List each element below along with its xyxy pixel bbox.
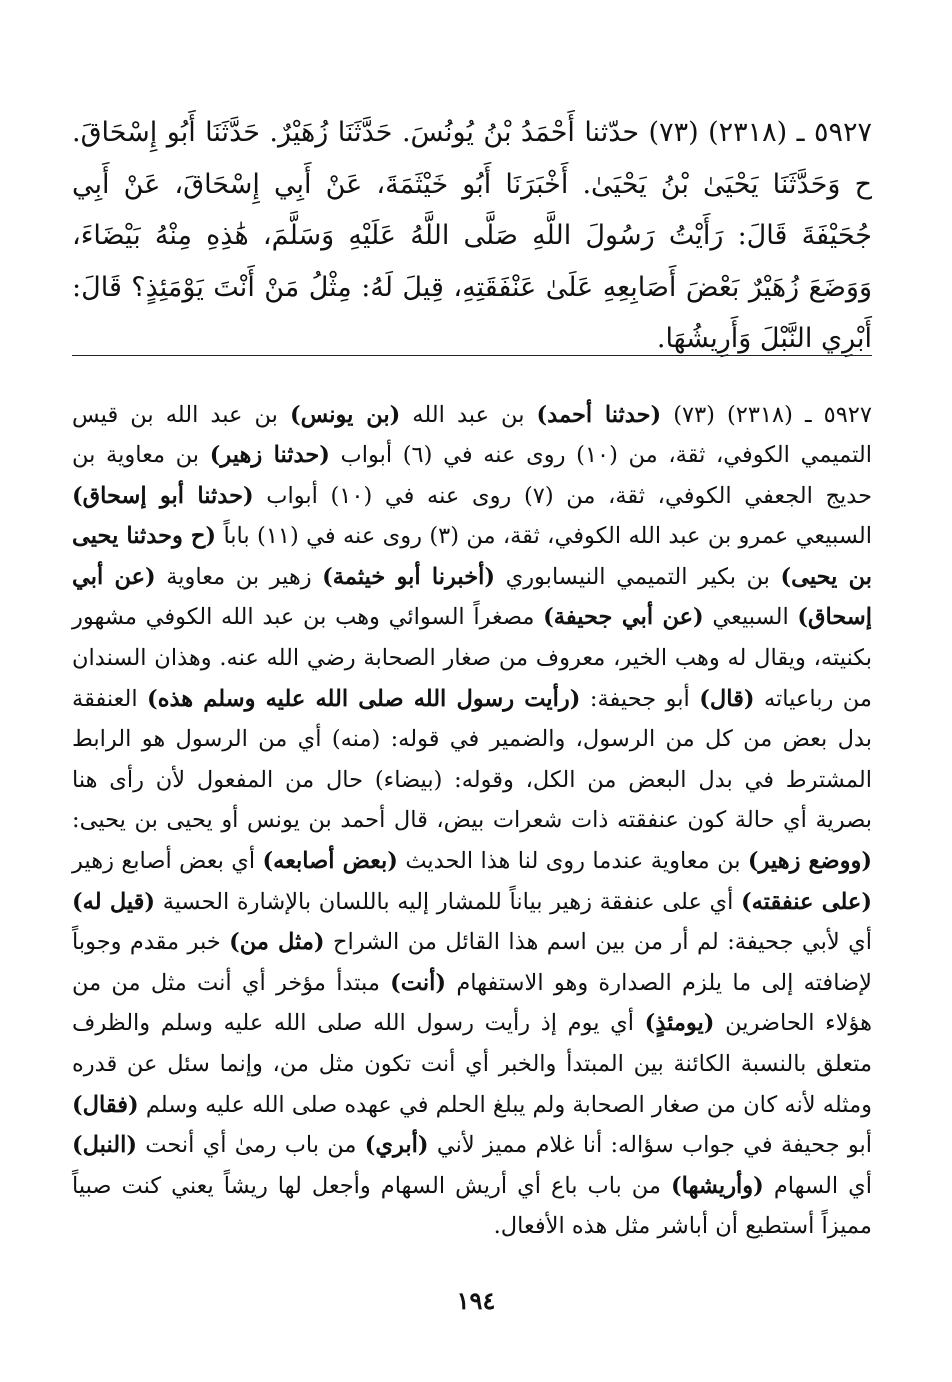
commentary-text-segment: من باب باع أي أريش السهام وأجعل لها ريشاً يعني كنت صبياً مميزاً أستطيع أن أباشر مثل هذه الأفعال. [72, 1172, 872, 1240]
commentary-text-segment: العنفقة بدل بعض من كل من الرسول، والضمير في قوله: (منه) أي من الرسول هو الرابط المشترط في بدل البعض من الكل، وقوله: (بيضاء) حال من المفعول لأن رأى هنا بصرية أي حالة كون عنفقته ذات شعرات بيض، قال أحمد بن يونس أو يحيى بن يحيى: [72, 685, 872, 834]
commentary-highlight: (بعض أصابعه) [262, 848, 398, 875]
commentary-highlight: (قال) [699, 685, 755, 712]
commentary-text-segment: أبو جحيفة في جواب سؤاله: أنا غلام مميز لأني [436, 1132, 873, 1159]
commentary-text-segment: بن بكير التميمي النيسابوري [505, 563, 770, 590]
commentary-highlight: (النبل) [72, 1132, 138, 1159]
commentary-text-segment: مبتدأ مؤخر أي أنت مثل من من هؤلاء الحاضرين [72, 969, 873, 1037]
commentary-highlight: (يومئذٍ) [644, 1010, 715, 1037]
commentary-text-segment: بن عبد الله بن قيس التميمي الكوفي، ثقة، من (١٠) روى عنه في (٦) أبواب [72, 401, 873, 469]
commentary-highlight: (بن يونس) [289, 401, 401, 428]
commentary-text-segment: أي يوم إذ رأيت رسول الله صلى الله عليه وسلم والظرف متعلق بالنسبة الكائنة بين المبتدأ والخبر أي أنت تكون مثل من، وإنما سئل عن قدره ومثله لأنه كان من صغار الصحابة ولم يبلغ الحلم في عهده صلى الله عليه وسلم [72, 1010, 872, 1118]
commentary-highlight: (على عنفقته) [740, 888, 872, 915]
commentary-highlight: (أبري) [364, 1132, 429, 1159]
commentary-text-segment: أبو جحيفة: [589, 685, 690, 712]
commentary-text-segment: أي لأبي جحيفة: لم أر من بين اسم هذا القائل من الشراح [332, 929, 872, 956]
commentary-text-segment: أي السهام [773, 1172, 873, 1199]
commentary-text-segment: بن معاوية عندما روى لنا هذا الحديث [405, 848, 741, 875]
commentary-highlight: (حدثنا أحمد) [536, 401, 662, 428]
commentary-highlight: (عن أبي جحيفة) [543, 604, 704, 631]
commentary-highlight: (فقال) [72, 1091, 139, 1118]
commentary-highlight: (عن أبي إسحاق) [72, 563, 872, 631]
commentary-text-segment: أي على عنفقة زهير بياناً للمشار إليه باللسان بالإشارة الحسية [162, 888, 734, 915]
commentary-text-segment: بن عبد الله [412, 401, 525, 428]
commentary-text-segment: أي بعض أصابع زهير [72, 848, 256, 875]
commentary-text-segment: بن معاوية بن حديج الجعفي الكوفي، ثقة، من (٧) روى عنه في (١٠) أبواب [72, 442, 873, 509]
commentary-text-segment: السبيعي عمرو بن عبد الله الكوفي، ثقة، من (٣) روى عنه في (١١) باباً [223, 523, 872, 550]
footnote-divider [72, 355, 872, 356]
commentary-highlight: (أنت) [390, 969, 447, 996]
commentary-text-segment: من باب رمىٰ أي أنحت [145, 1132, 357, 1159]
commentary-text-segment: ٥٩٢٧ ـ (٢٣١٨) (٧٣) [673, 401, 872, 428]
commentary-text-segment: خبر مقدم وجوباً لإضافته إلى ما يلزم الصدارة وهو الاستفهام [72, 929, 872, 996]
commentary-highlight: (حدثنا أبو إسحاق) [72, 482, 254, 509]
commentary-highlight: (وأريشها) [670, 1172, 764, 1199]
commentary-highlight: (مثل من) [229, 929, 325, 956]
commentary-highlight: (ح وحدثنا يحيى بن يحيى) [72, 523, 873, 590]
commentary-highlight: (حدثنا زهير) [209, 442, 330, 469]
commentary-highlight: (أخبرنا أبو خيثمة) [322, 563, 496, 590]
hadith-text: ٥٩٢٧ ـ (٢٣١٨) (٧٣) حدّثنا أَحْمَدُ بْنُ يُونُسَ. حَدَّثَنَا زُهَيْرٌ. حَدَّثَنَا أَبُو إِسْحَاقَ. ح وَحَدَّثَنَا يَحْيَىٰ بْنُ يَحْيَىٰ. أَخْبَرَنَا أَبُو خَيْثَمَةَ، عَنْ أَبِي إِسْحَاقَ، عَنْ أَبِي جُحَيْفَةَ قَالَ: رَأَيْتُ رَسُولَ اللَّهِ صَلَّى اللَّهُ عَلَيْهِ وَسَلَّمَ، هَٰذِهِ مِنْهُ بَيْضَاءَ، وَوَضَعَ زُهَيْرٌ بَعْضَ أَصَابِعِهِ عَلَىٰ عَنْفَقَتِهِ، قِيلَ لَهُ: مِثْلُ مَنْ أَنْتَ يَوْمَئِذٍ؟ قَالَ: أَبْرِي النَّبْلَ وَأَرِيشُهَا. [72, 117, 873, 354]
commentary-highlight: (ووضع زهير) [747, 848, 872, 875]
commentary-text [72, 395, 872, 1247]
commentary-text-segment: السبيعي [712, 604, 789, 631]
commentary-text-segment: زهير بن معاوية [166, 563, 312, 590]
page-number: ١٩٤ [456, 1286, 496, 1315]
commentary-highlight: (قيل له) [72, 888, 156, 915]
commentary-text-segment: مصغراً السوائي وهب بن عبد الله الكوفي مشهور بكنيته، ويقال له وهب الخير، معروف من صغار الصحابة رضي الله عنه. وهذان السندان من رباعياته [72, 604, 872, 712]
commentary-highlight: (رأيت رسول الله صلى الله عليه وسلم هذه) [147, 685, 581, 712]
